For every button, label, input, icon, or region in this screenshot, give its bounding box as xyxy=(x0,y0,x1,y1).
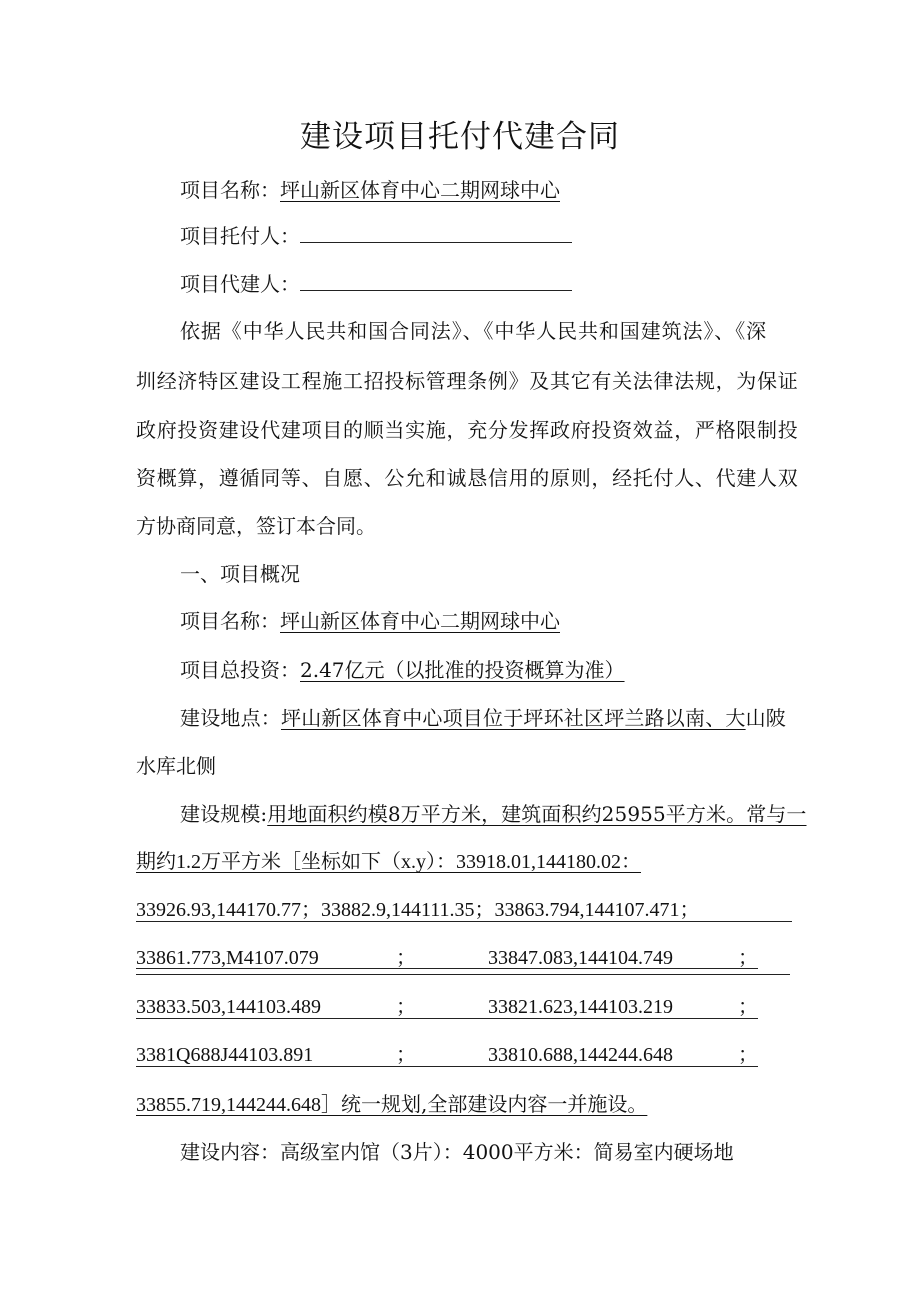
investment-label: 项目总投资： xyxy=(180,658,300,682)
investment-value: 2.47亿元（以批准的投资概算为准） xyxy=(300,658,625,682)
document-title: 建设项目托付代建合同 xyxy=(300,119,620,155)
coord-1a: 33861.773,M4107.079 xyxy=(136,947,319,969)
coord-1-sep2: ； xyxy=(738,947,758,969)
investment-row xyxy=(180,656,625,684)
s1-name-value: 坪山新区体育中心二期网球中心 xyxy=(280,609,560,633)
content-row xyxy=(180,1138,734,1166)
scale-line-3: 33926.93,144170.77；33882.9,144111.35；33863.794,144107.471； xyxy=(136,899,700,921)
project-name-label: 项目名称： xyxy=(180,178,280,202)
intro-line-3: 政府投资建设代建项目的顺当实施，充分发挥政府投资效益，严格限制投 xyxy=(136,418,799,442)
rule-line-3 xyxy=(136,921,792,922)
coord-3-sep1: ； xyxy=(396,1044,416,1066)
agent-label: 项目代建人： xyxy=(180,272,300,296)
entrustor-label: 项目托付人： xyxy=(180,224,300,248)
coord-3a: 3381Q688J44103.891 xyxy=(136,1044,314,1066)
coord-2-sep2: ； xyxy=(738,996,758,1018)
location-line-2: 水库北侧 xyxy=(136,754,216,778)
coord-3-sep2: ； xyxy=(738,1044,758,1066)
section-1-heading: 一、项目概况 xyxy=(180,562,300,586)
scale-line-1: 用地面积约模8万平方米，建筑面积约25955平方米。常与一 xyxy=(267,802,807,826)
intro-line-2: 圳经济特区建设工程施工招投标管理条例》及其它有关法律法规，为保证 xyxy=(136,369,799,393)
project-name-row xyxy=(180,176,560,204)
s1-name-label: 项目名称： xyxy=(180,609,280,633)
entrustor-blank[interactable] xyxy=(300,222,572,243)
intro-line-5: 方协商同意，签订本合同。 xyxy=(136,514,376,538)
intro-line-4: 资概算，遵循同等、自愿、公允和诚恳信用的原则，经托付人、代建人双 xyxy=(136,466,799,490)
rule-coord-1b xyxy=(136,974,790,975)
scale-label: 建设规模: xyxy=(180,802,268,826)
agent-blank[interactable] xyxy=(300,270,572,291)
intro-line-1: 依据《中华人民共和国合同法》、《中华人民共和国建筑法》、《深 xyxy=(180,319,767,343)
content-value: 高级室内馆（3片）：4000平方米：简易室内硬场地 xyxy=(280,1140,734,1164)
project-name-value: 坪山新区体育中心二期网球中心 xyxy=(280,178,560,202)
scale-last-coord: 33855.719,144244.648］ xyxy=(136,1094,341,1116)
location-value-end: 山陂 xyxy=(745,706,787,730)
content-label: 建设内容： xyxy=(180,1140,280,1164)
rule-coord-1 xyxy=(136,968,758,969)
rule-coord-2 xyxy=(136,1018,758,1019)
coord-1-sep1: ； xyxy=(396,947,416,969)
coord-2-sep1: ； xyxy=(396,996,416,1018)
scale-line-2: 期约1.2万平方米［坐标如下（x.y）：33918.01,144180.02： xyxy=(136,851,641,873)
s1-name-row xyxy=(180,607,560,635)
rule-coord-3 xyxy=(136,1066,758,1067)
scale-last-text: 统一规划,全部建设内容一并施设。 xyxy=(341,1092,648,1116)
coord-2a: 33833.503,144103.489 xyxy=(136,996,321,1018)
scale-row xyxy=(180,800,807,828)
location-label: 建设地点： xyxy=(180,706,281,730)
location-value: 坪山新区体育中心项目位于坪环社区坪兰路以南、大 xyxy=(281,706,746,730)
location-row xyxy=(180,704,786,732)
scale-last-row xyxy=(136,1090,647,1119)
agent-row xyxy=(180,270,300,298)
entrustor-row xyxy=(180,222,300,250)
coord-3b: 33810.688,144244.648 xyxy=(488,1044,673,1066)
coord-2b: 33821.623,144103.219 xyxy=(488,996,673,1018)
coord-1b: 33847.083,144104.749 xyxy=(488,947,673,969)
